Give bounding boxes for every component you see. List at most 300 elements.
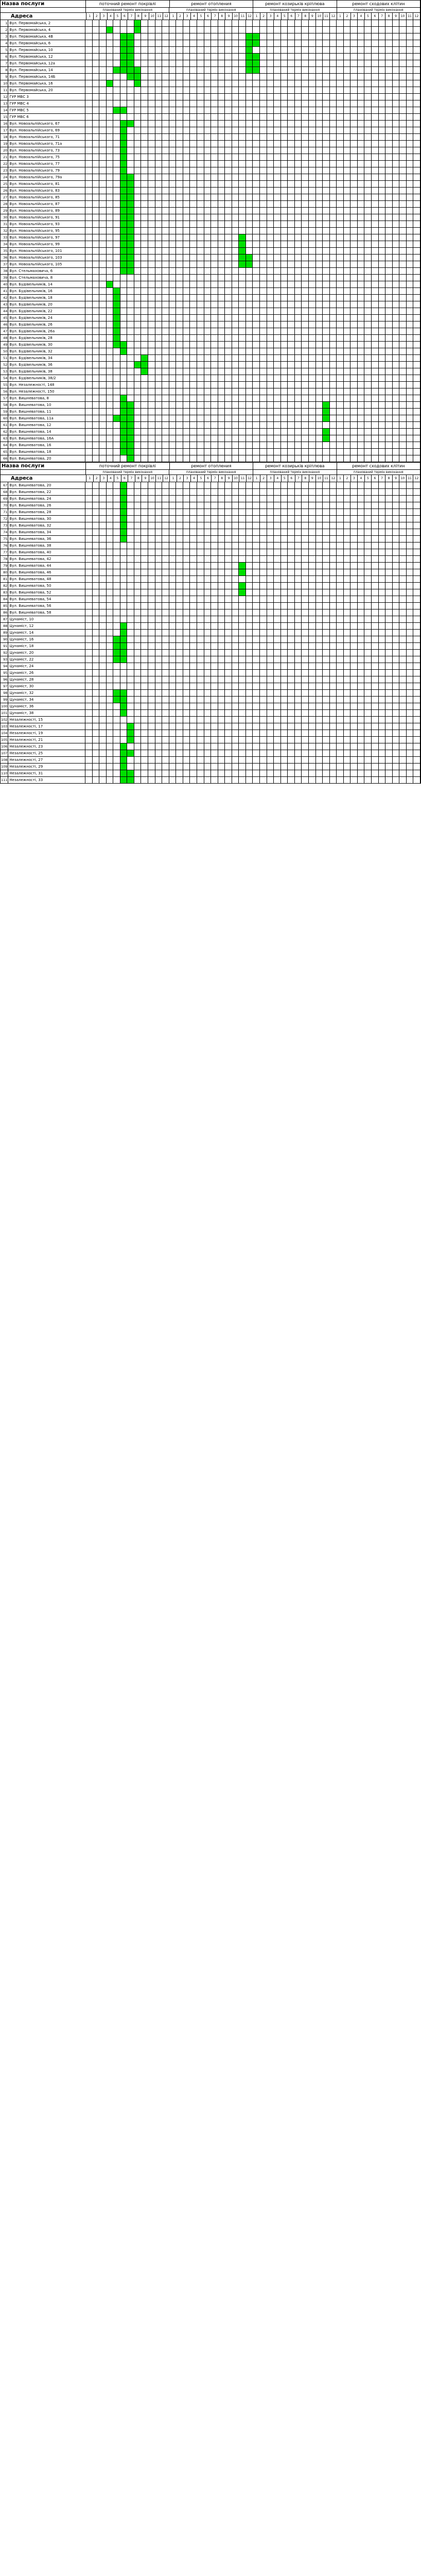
schedule-cell (183, 670, 190, 676)
schedule-cell (225, 489, 232, 495)
schedule-cell (99, 382, 107, 388)
schedule-cell (253, 60, 260, 66)
schedule-cell (344, 603, 351, 609)
schedule-cell (197, 489, 204, 495)
schedule-cell (120, 268, 128, 274)
schedule-cell (155, 482, 163, 488)
table-row (0, 214, 421, 221)
schedule-cell (113, 174, 120, 180)
schedule-cell (302, 27, 309, 33)
schedule-cell (148, 402, 155, 408)
schedule-cell (413, 60, 420, 66)
schedule-cell (239, 241, 246, 247)
schedule-cell (148, 449, 155, 455)
schedule-cell (379, 395, 386, 401)
schedule-cell (113, 321, 120, 328)
schedule-cell (253, 630, 260, 636)
schedule-cell (253, 295, 260, 301)
row-address: Вул. Будівельників, 20 (8, 301, 85, 308)
service-group-2: ремонт отопления (170, 1, 253, 7)
schedule-cell (246, 569, 253, 575)
schedule-cell (350, 529, 358, 535)
schedule-cell (399, 455, 407, 462)
schedule-cell (253, 114, 260, 120)
schedule-cell (323, 496, 330, 502)
schedule-cell (399, 241, 407, 247)
schedule-cell (99, 60, 107, 66)
schedule-cell (225, 321, 232, 328)
schedule-cell (239, 415, 246, 421)
table-row (0, 348, 421, 354)
schedule-cell (330, 20, 337, 26)
schedule-cell (260, 248, 267, 254)
schedule-cell (162, 288, 169, 294)
schedule-cell (113, 375, 120, 381)
schedule-cell (113, 27, 120, 33)
month-number: 8 (302, 13, 309, 20)
schedule-cell (393, 663, 400, 669)
schedule-cell (211, 609, 218, 616)
schedule-cell (204, 442, 212, 448)
schedule-cell (134, 348, 142, 354)
schedule-cell (309, 409, 316, 415)
row-address: Цунаміст, 26 (8, 670, 85, 676)
schedule-cell (176, 328, 183, 334)
schedule-cell (127, 174, 134, 180)
schedule-cell (162, 315, 169, 321)
schedule-cell (302, 335, 309, 341)
schedule-cell (232, 161, 239, 167)
row-number: 32 (1, 228, 8, 234)
schedule-cell (316, 141, 323, 147)
schedule-cell (288, 67, 295, 73)
schedule-cell (204, 670, 212, 676)
schedule-cell (107, 362, 114, 368)
schedule-cell (372, 650, 379, 656)
schedule-cell (225, 114, 232, 120)
schedule-cell (309, 375, 316, 381)
schedule-cell (274, 295, 281, 301)
schedule-cell (127, 563, 134, 569)
row-address: Вул. Вишневатова, 11а (8, 415, 85, 421)
schedule-cell (211, 27, 218, 33)
schedule-cell (330, 563, 337, 569)
row-number: 47 (1, 328, 8, 334)
schedule-cell (393, 583, 400, 589)
schedule-cell (295, 543, 302, 549)
schedule-cell (260, 47, 267, 53)
schedule-cell (267, 422, 274, 428)
schedule-cell (134, 201, 142, 207)
schedule-cell (155, 342, 163, 348)
schedule-cell (176, 248, 183, 254)
table-row (0, 569, 421, 575)
schedule-cell (85, 121, 93, 127)
row-number: 11 (1, 87, 8, 93)
schedule-cell (385, 80, 393, 87)
schedule-cell (260, 114, 267, 120)
schedule-cell (246, 80, 253, 87)
schedule-cell (113, 342, 120, 348)
schedule-cell (302, 308, 309, 314)
schedule-cell (232, 335, 239, 341)
schedule-cell (358, 415, 365, 421)
schedule-cell (176, 201, 183, 207)
schedule-cell (211, 362, 218, 368)
schedule-cell (169, 261, 177, 267)
schedule-cell (155, 502, 163, 509)
schedule-cell (232, 134, 239, 140)
schedule-cell (350, 429, 358, 435)
schedule-cell (141, 100, 148, 107)
month-number: 4 (191, 13, 198, 20)
schedule-cell (399, 583, 407, 589)
schedule-cell (253, 422, 260, 428)
schedule-cell (197, 455, 204, 462)
schedule-cell (218, 616, 225, 622)
schedule-cell (281, 241, 288, 247)
table-row (0, 388, 421, 395)
schedule-cell (385, 54, 393, 60)
schedule-cell (190, 328, 197, 334)
row-address: Вул. Будівельників, 28 (8, 335, 85, 341)
schedule-cell (225, 127, 232, 133)
schedule-cell (295, 94, 302, 100)
schedule-cell (364, 455, 372, 462)
schedule-cell (393, 670, 400, 676)
schedule-cell (239, 221, 246, 227)
table-row (0, 140, 421, 147)
schedule-cell (385, 556, 393, 562)
schedule-cell (239, 663, 246, 669)
schedule-cell (323, 543, 330, 549)
schedule-cell (407, 623, 414, 629)
schedule-cell (316, 194, 323, 200)
schedule-cell (204, 40, 212, 46)
schedule-cell (197, 576, 204, 582)
schedule-cell (197, 549, 204, 555)
schedule-cell (85, 623, 93, 629)
schedule-cell (113, 362, 120, 368)
schedule-cell (281, 308, 288, 314)
schedule-cell (295, 616, 302, 622)
schedule-cell (350, 630, 358, 636)
schedule-cell (253, 596, 260, 602)
schedule-cell (197, 603, 204, 609)
schedule-cell (134, 301, 142, 308)
schedule-cell (302, 33, 309, 40)
schedule-cell (323, 87, 330, 93)
schedule-cell (169, 616, 177, 622)
schedule-cell (337, 435, 344, 442)
schedule-cell (232, 261, 239, 267)
schedule-cell (141, 154, 148, 160)
schedule-cell (316, 67, 323, 73)
schedule-cell (190, 496, 197, 502)
table-row (0, 93, 421, 100)
schedule-cell (204, 194, 212, 200)
schedule-cell (93, 549, 100, 555)
schedule-cell (350, 288, 358, 294)
schedule-cell (274, 221, 281, 227)
schedule-cell (253, 529, 260, 535)
schedule-cell (372, 449, 379, 455)
schedule-cell (141, 609, 148, 616)
schedule-cell (337, 449, 344, 455)
schedule-cell (127, 295, 134, 301)
schedule-cell (350, 281, 358, 287)
schedule-cell (120, 670, 128, 676)
schedule-cell (127, 335, 134, 341)
schedule-cell (337, 422, 344, 428)
schedule-cell (218, 603, 225, 609)
schedule-cell (148, 409, 155, 415)
schedule-cell (120, 569, 128, 575)
schedule-cell (295, 214, 302, 221)
schedule-cell (413, 47, 420, 53)
schedule-cell (99, 556, 107, 562)
schedule-cell (295, 482, 302, 488)
schedule-cell (253, 643, 260, 649)
schedule-cell (372, 489, 379, 495)
schedule-cell (225, 496, 232, 502)
schedule-cell (120, 449, 128, 455)
schedule-cell (337, 509, 344, 515)
schedule-cell (211, 60, 218, 66)
schedule-cell (316, 47, 323, 53)
schedule-cell (372, 342, 379, 348)
schedule-cell (399, 261, 407, 267)
schedule-cell (239, 569, 246, 575)
table-row (0, 435, 421, 442)
schedule-cell (407, 549, 414, 555)
schedule-cell (393, 529, 400, 535)
schedule-cell (218, 214, 225, 221)
schedule-cell (134, 208, 142, 214)
schedule-cell (302, 121, 309, 127)
schedule-cell (316, 134, 323, 140)
schedule-cell (407, 509, 414, 515)
schedule-cell (281, 643, 288, 649)
schedule-cell (134, 281, 142, 287)
schedule-cell (302, 429, 309, 435)
schedule-cell (295, 355, 302, 361)
header-row-months (0, 474, 421, 482)
schedule-cell (162, 214, 169, 221)
schedule-cell (316, 54, 323, 60)
schedule-cell (232, 268, 239, 274)
schedule-cell (85, 388, 93, 395)
schedule-cell (107, 315, 114, 321)
schedule-cell (93, 395, 100, 401)
schedule-cell (253, 589, 260, 596)
schedule-cell (107, 342, 114, 348)
schedule-cell (274, 596, 281, 602)
schedule-cell (99, 295, 107, 301)
schedule-cell (372, 522, 379, 529)
schedule-cell (190, 335, 197, 341)
schedule-cell (107, 543, 114, 549)
schedule-cell (99, 643, 107, 649)
schedule-cell (107, 33, 114, 40)
schedule-cell (379, 54, 386, 60)
schedule-cell (134, 516, 142, 522)
row-number: 86 (1, 609, 8, 616)
schedule-cell (413, 569, 420, 575)
schedule-cell (379, 154, 386, 160)
schedule-cell (274, 315, 281, 321)
schedule-cell (407, 522, 414, 529)
table-row (0, 207, 421, 214)
schedule-cell (169, 375, 177, 381)
schedule-cell (358, 549, 365, 555)
schedule-cell (148, 663, 155, 669)
schedule-cell (190, 576, 197, 582)
schedule-cell (127, 630, 134, 636)
schedule-cell (211, 134, 218, 140)
schedule-cell (183, 342, 190, 348)
schedule-cell (253, 496, 260, 502)
schedule-cell (399, 208, 407, 214)
schedule-cell (344, 516, 351, 522)
schedule-cell (204, 563, 212, 569)
schedule-cell (190, 556, 197, 562)
schedule-cell (281, 33, 288, 40)
schedule-cell (99, 167, 107, 174)
month-number: 5 (114, 13, 121, 20)
schedule-cell (107, 656, 114, 663)
schedule-cell (155, 87, 163, 93)
schedule-cell (246, 208, 253, 214)
schedule-cell (204, 87, 212, 93)
schedule-cell (218, 549, 225, 555)
schedule-cell (407, 188, 414, 194)
schedule-cell (399, 382, 407, 388)
schedule-cell (337, 556, 344, 562)
schedule-cell (330, 415, 337, 421)
schedule-cell (330, 609, 337, 616)
schedule-cell (127, 154, 134, 160)
month-number: 6 (372, 475, 379, 482)
schedule-cell (218, 208, 225, 214)
schedule-cell (127, 650, 134, 656)
schedule-cell (393, 321, 400, 328)
schedule-cell (162, 482, 169, 488)
schedule-cell (364, 241, 372, 247)
schedule-cell (183, 569, 190, 575)
schedule-cell (413, 516, 420, 522)
schedule-cell (288, 315, 295, 321)
row-address: Вул. Новоальпійського, 91 (8, 214, 85, 221)
schedule-cell (204, 549, 212, 555)
schedule-cell (232, 415, 239, 421)
schedule-cell (169, 342, 177, 348)
schedule-cell (295, 121, 302, 127)
schedule-cell (274, 80, 281, 87)
schedule-cell (344, 409, 351, 415)
schedule-cell (162, 194, 169, 200)
schedule-cell (288, 429, 295, 435)
schedule-cell (183, 429, 190, 435)
schedule-cell (239, 315, 246, 321)
schedule-cell (337, 154, 344, 160)
schedule-cell (295, 583, 302, 589)
schedule-cell (113, 496, 120, 502)
schedule-cell (267, 94, 274, 100)
schedule-cell (309, 496, 316, 502)
schedule-cell (134, 455, 142, 462)
schedule-cell (183, 563, 190, 569)
schedule-cell (190, 80, 197, 87)
schedule-cell (379, 268, 386, 274)
schedule-cell (134, 33, 142, 40)
schedule-cell (288, 308, 295, 314)
schedule-cell (204, 395, 212, 401)
schedule-cell (120, 388, 128, 395)
row-address: Цунаміст, 18 (8, 643, 85, 649)
schedule-cell (232, 188, 239, 194)
schedule-cell (211, 455, 218, 462)
schedule-cell (302, 268, 309, 274)
schedule-cell (107, 154, 114, 160)
schedule-cell (344, 529, 351, 535)
schedule-cell (169, 529, 177, 535)
schedule-cell (162, 188, 169, 194)
row-number: 7 (1, 60, 8, 66)
schedule-cell (239, 20, 246, 26)
schedule-cell (141, 321, 148, 328)
schedule-cell (372, 355, 379, 361)
schedule-cell (323, 663, 330, 669)
schedule-cell (350, 650, 358, 656)
schedule-cell (337, 288, 344, 294)
schedule-cell (267, 154, 274, 160)
schedule-cell (393, 27, 400, 33)
schedule-cell (330, 268, 337, 274)
schedule-cell (190, 402, 197, 408)
schedule-cell (148, 121, 155, 127)
schedule-cell (134, 656, 142, 663)
schedule-cell (399, 643, 407, 649)
schedule-cell (372, 556, 379, 562)
schedule-cell (260, 127, 267, 133)
schedule-cell (330, 74, 337, 80)
schedule-cell (323, 301, 330, 308)
schedule-cell (93, 455, 100, 462)
schedule-cell (85, 656, 93, 663)
schedule-cell (344, 415, 351, 421)
schedule-cell (246, 328, 253, 334)
schedule-cell (155, 422, 163, 428)
schedule-cell (295, 174, 302, 180)
schedule-cell (281, 208, 288, 214)
schedule-cell (141, 435, 148, 442)
schedule-cell (407, 502, 414, 509)
schedule-cell (364, 603, 372, 609)
schedule-cell (169, 107, 177, 113)
schedule-cell (155, 368, 163, 375)
schedule-cell (358, 47, 365, 53)
schedule-cell (218, 255, 225, 261)
schedule-cell (413, 147, 420, 154)
schedule-cell (113, 248, 120, 254)
schedule-cell (260, 342, 267, 348)
schedule-cell (350, 342, 358, 348)
schedule-cell (148, 40, 155, 46)
schedule-cell (323, 630, 330, 636)
schedule-cell (385, 121, 393, 127)
schedule-cell (358, 362, 365, 368)
